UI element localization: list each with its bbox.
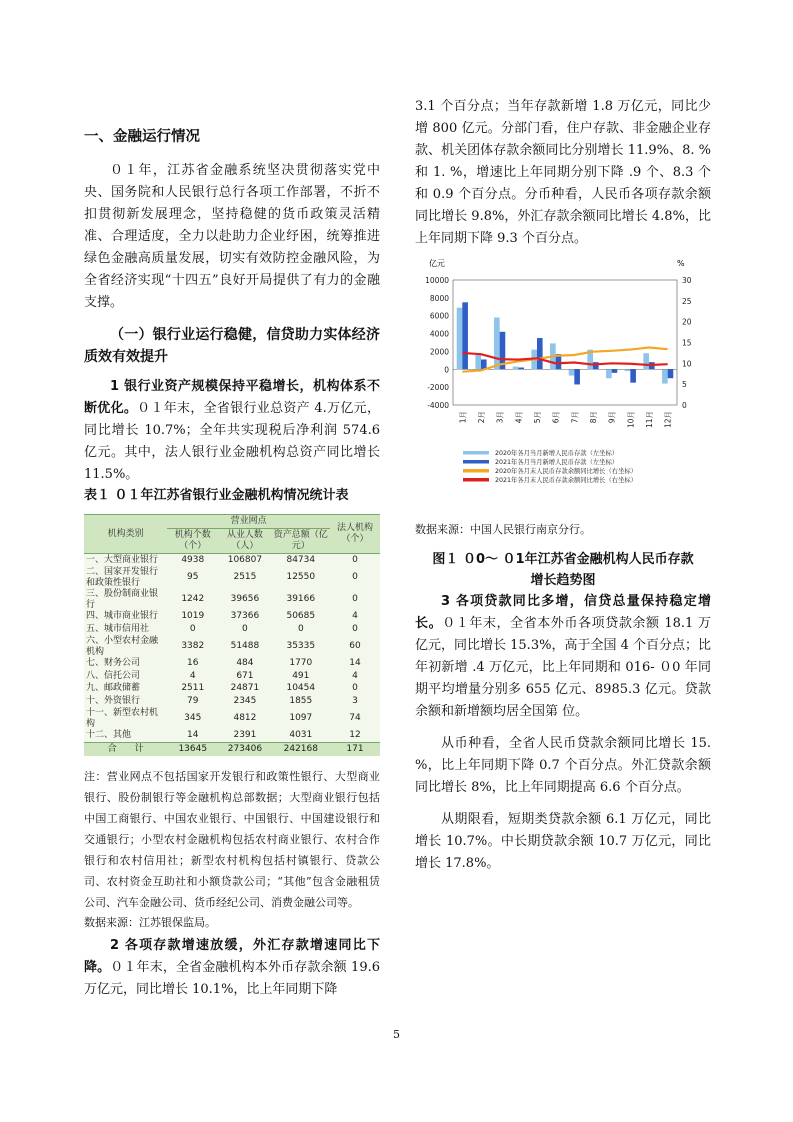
cell-assets: 1097	[289, 713, 313, 723]
bank-stats-table	[84, 514, 380, 756]
figure-caption-line2: 增长趋势图	[530, 573, 596, 588]
cell-legal: 4	[352, 611, 358, 622]
total-label: 合 计	[84, 743, 167, 756]
left-axis-unit: 亿元	[429, 259, 445, 268]
line-2020	[462, 348, 667, 372]
right-tick-label: 30	[682, 276, 692, 285]
bar-2021	[668, 369, 674, 378]
x-tick-label: 8月	[589, 411, 598, 424]
cell-assets: 50685	[286, 611, 316, 622]
cell-count: 14	[187, 730, 199, 741]
cell-staff: 24871	[230, 683, 260, 694]
cell-name: 七、财务公司	[86, 658, 141, 669]
table-row	[84, 611, 380, 624]
cell-legal: 74	[349, 713, 361, 723]
cell-count: 16	[187, 658, 199, 669]
cell-assets: 491	[292, 670, 310, 681]
right-tick-label: 25	[682, 296, 692, 306]
left-tick-label: -2000	[427, 383, 449, 393]
cell-count: 4	[189, 670, 196, 681]
plot-frame	[453, 280, 677, 405]
cell-staff: 671	[236, 670, 254, 681]
cell-legal: 0	[352, 623, 358, 634]
table-row	[84, 683, 380, 696]
deposit-chart	[415, 252, 711, 502]
paragraph-4: 从币种看，全省人民币贷款余额同比增长 15. %，比上年同期下降 0.7 个百分点。外汇贷款余额同比增长 8%，比上年同期提高 6.6 个百分点。	[415, 736, 711, 795]
table-header-count: 机构个数（个）	[167, 529, 218, 554]
cell-legal: 0	[352, 594, 358, 604]
cell-name: 九、邮政储蓄	[86, 683, 141, 694]
paragraph-2-continued: 3.1 个百分点；当年存款新增 1.8 万亿元，同比少增 800 亿元。分部门看，住户存款、非金融企业存款、机关团体存款余额同比分别增长 11.9%、8. %和 1. %，增速比上年同期分别下降 .9 个、8.3 个和 0.9 个百分点。分币种看，人民币各项存款余额同比增长 9.8%，外汇存款余额同比增长 4.8%，比上年同期下降 9.3 个百分点。	[415, 99, 711, 246]
legend-swatch	[463, 451, 489, 455]
paragraph-3-lead: 3 各项贷款同比多增，信贷总量保持稳定增长。	[415, 594, 711, 631]
paragraph-5: 从期限看，短期类贷款余额 6.1 万亿元，同比增长 10.7%。中长期贷款余额 10.7 万亿元，同比增长 17.8%。	[415, 812, 711, 871]
page-number: 5	[393, 1028, 400, 1041]
bar-2021	[518, 368, 524, 370]
bar-2020	[494, 318, 500, 370]
bar-2021	[630, 369, 636, 382]
left-tick-label: 8000	[429, 293, 449, 303]
subsection-heading: （一）银行业运行稳健，信贷助力实体经济质效有效提升	[84, 327, 380, 365]
bar-2021	[462, 302, 468, 369]
paragraph-2	[84, 935, 380, 1001]
cell-legal: 14	[349, 658, 361, 669]
cell-name: 十一、新型农村机构	[86, 707, 159, 729]
left-tick-label: 4000	[429, 329, 449, 339]
cell-staff: 2515	[233, 572, 257, 582]
bar-2020	[643, 353, 649, 369]
x-tick-label: 7月	[570, 411, 580, 424]
table-note: 注：营业网点不包括国家开发银行和政策性银行、大型商业银行、股份制银行等金融机构总部数据；大型商业银行包括中国工商银行、中国农业银行、中国银行、中国建设银行和交通银行；小型农村金融机构包括农村商业银行、农村合作银行和农村信用社；新型农村机构包括村镇银行、贷款公司、农村资金互助社和小额贷款公司；“其他”包含金融租赁公司、汽车金融公司、货币经纪公司、消费金融公司等。	[84, 769, 380, 909]
bar-2021	[574, 369, 580, 384]
x-tick-label: 11月	[645, 411, 654, 429]
paragraph-2-text: ０１年末，全省金融机构本外币存款余额 19.6 万亿元，同比增长 10.1%，比上年同期下降	[84, 959, 380, 997]
legend-swatch	[463, 460, 489, 464]
cell-count: 345	[184, 713, 202, 723]
cell-legal: 0	[352, 572, 358, 582]
bar-2021	[612, 369, 618, 373]
table-row	[84, 567, 380, 589]
table-row	[84, 670, 380, 683]
total-legal: 171	[330, 743, 380, 756]
paragraph-1-lead: 1 银行业资产规模保持平稳增长，机构体系不断优化。	[84, 379, 380, 416]
legend-label: 2021年各月末人民币存款余额同比增长（右坐标）	[495, 477, 637, 484]
cell-staff: 484	[236, 658, 254, 669]
right-tick-label: 5	[682, 380, 687, 390]
cell-staff: 37366	[230, 611, 260, 622]
cell-assets: 1770	[289, 658, 313, 669]
cell-name: 二、国家开发银行和政策性银行	[86, 566, 159, 588]
table-row	[84, 730, 380, 743]
right-axis-unit: %	[677, 259, 685, 268]
right-tick-label: 20	[682, 317, 692, 327]
table-row	[84, 589, 380, 611]
paragraph-2-lead: 2 各项存款增速放缓，外汇存款增速同比下降。	[84, 937, 380, 975]
cell-assets: 39166	[286, 594, 316, 604]
bar-2020	[457, 308, 463, 370]
right-column	[415, 96, 711, 250]
cell-assets: 12550	[286, 572, 316, 582]
x-tick-label: 1月	[458, 411, 468, 424]
left-tick-label: 2000	[429, 347, 449, 357]
cell-name: 六、小型农村金融机构	[86, 635, 159, 657]
cell-staff: 4812	[233, 713, 257, 723]
x-tick-label: 9月	[607, 411, 617, 424]
left-column	[84, 126, 380, 1001]
cell-staff: 2345	[233, 695, 257, 706]
right-tick-label: 15	[682, 338, 692, 348]
cell-staff: 0	[242, 623, 248, 634]
cell-count: 1242	[181, 594, 205, 604]
left-tick-label: 6000	[429, 311, 449, 321]
cell-legal: 60	[349, 641, 361, 651]
cell-name: 五、城市信用社	[86, 623, 150, 634]
x-tick-label: 5月	[533, 411, 542, 424]
cell-name: 四、城市商业银行	[86, 611, 159, 622]
table-row	[84, 695, 380, 708]
bar-2020	[606, 369, 612, 378]
cell-legal: 12	[349, 730, 361, 741]
cell-staff: 2391	[233, 730, 257, 741]
x-tick-label: 10月	[626, 411, 636, 429]
cell-count: 2511	[181, 683, 205, 694]
bar-2020	[569, 369, 575, 375]
table-header-category: 机构类别	[84, 515, 167, 554]
paragraph-1	[84, 376, 380, 486]
figure-caption-line1: 图１ ０0～ ０1年江苏省金融机构人民币存款	[432, 552, 694, 567]
paragraph-3-text: ０１年末，全省本外币各项贷款余额 18.1 万亿元，同比增长 15.3%，高于全国 4 个百分点；比年初新增 .4 万亿元，比上年同期和 016- ０0 年同期平均增量分别多 655 亿元、8985.3 亿元。贷款余额和新增额均居全国第 位。	[415, 616, 711, 719]
cell-legal: 0	[352, 683, 358, 694]
bar-2020	[513, 367, 519, 370]
legend-label: 2021年各月当月新增人民币存款（左坐标）	[495, 459, 619, 466]
cell-assets: 4031	[289, 730, 313, 741]
cell-staff: 51488	[230, 641, 260, 651]
cell-staff: 106807	[227, 554, 263, 565]
cell-name: 三、股份制商业银行	[86, 588, 159, 610]
legend-swatch	[463, 478, 489, 482]
left-tick-label: -4000	[427, 401, 449, 410]
cell-name: 十、外资银行	[86, 695, 141, 706]
legend-label: 2020年各月当月新增人民币存款（左坐标）	[495, 450, 619, 457]
x-tick-label: 6月	[551, 411, 561, 424]
right-tick-label: 10	[682, 359, 692, 369]
right-tick-label: 0	[682, 401, 687, 410]
bar-2020	[662, 369, 668, 383]
table-header-legal: 法人机构（个）	[330, 515, 380, 554]
cell-name: 一、大型商业银行	[86, 554, 159, 565]
table-row	[84, 636, 380, 658]
table-row	[84, 708, 380, 730]
cell-assets: 0	[297, 623, 304, 634]
cell-assets: 10454	[286, 683, 316, 694]
cell-count: 79	[187, 695, 199, 706]
intro-paragraph: ０１年，江苏省金融系统坚决贯彻落实党中央、国务院和人民银行总行各项工作部署，不折不扣贯彻新发展理念，坚持稳健的货币政策灵活精准、合理适度，全力以赴助力企业纾困，统筹推进绿色金融高质量发展，切实有效防控金融风险，为全省经济实现“十四五”良好开局提供了有力的金融支撑。	[84, 163, 380, 310]
right-column-lower	[415, 520, 711, 875]
table-header-group: 营业网点	[167, 515, 330, 529]
cell-count: 0	[189, 623, 196, 634]
cell-assets: 1855	[289, 695, 313, 706]
paragraph-1-text: ０１年末，全省银行业总资产 4.万亿元，同比增长 10.7%；全年共实现税后净利润 574.6 亿元。其中，法人银行业金融机构总资产同比增长 11.5%。	[84, 401, 380, 482]
cell-count: 4938	[181, 554, 205, 565]
paragraph-3	[415, 591, 711, 723]
cell-name: 十二、其他	[86, 730, 132, 741]
table-header-assets: 资产总额（亿元）	[272, 529, 330, 554]
x-tick-label: 12月	[663, 411, 673, 429]
total-staff: 273406	[218, 743, 272, 756]
cell-count: 95	[187, 572, 199, 582]
cell-legal: 3	[352, 695, 358, 706]
bar-2020	[475, 355, 481, 369]
bar-2021	[537, 338, 543, 369]
cell-count: 1019	[181, 611, 205, 622]
left-tick-label: 0	[444, 365, 449, 375]
table-row	[84, 658, 380, 671]
table-body	[84, 554, 380, 743]
cell-count: 3382	[181, 641, 205, 651]
cell-legal: 4	[352, 670, 358, 681]
left-tick-label: 10000	[425, 276, 449, 285]
cell-assets: 35335	[286, 641, 316, 651]
cell-legal: 0	[352, 554, 358, 565]
total-assets: 242168	[272, 743, 330, 756]
table-caption: 表１ ０１年江苏省银行业金融机构情况统计表	[84, 488, 349, 503]
x-tick-label: 2月	[477, 411, 486, 424]
table-total-row	[84, 743, 380, 756]
chart-body	[425, 276, 692, 484]
section-heading: 一、金融运行情况	[84, 129, 200, 145]
x-tick-label: 4月	[514, 411, 524, 424]
table-header-staff: 从业人数（人）	[218, 529, 272, 554]
legend-label: 2020年各月末人民币存款余额同比增长（右坐标）	[495, 468, 637, 475]
chart-source: 数据来源：中国人民银行南京分行。	[415, 523, 591, 536]
table-source: 数据来源：江苏银保监局。	[84, 915, 216, 929]
cell-staff: 39656	[230, 594, 260, 604]
cell-assets: 84734	[286, 554, 316, 565]
cell-name: 八、信托公司	[86, 670, 141, 681]
x-tick-label: 3月	[495, 411, 505, 424]
table-row	[84, 623, 380, 636]
legend-swatch	[463, 469, 489, 473]
total-count: 13645	[167, 743, 218, 756]
table-row	[84, 554, 380, 567]
bar-2020	[625, 369, 631, 371]
